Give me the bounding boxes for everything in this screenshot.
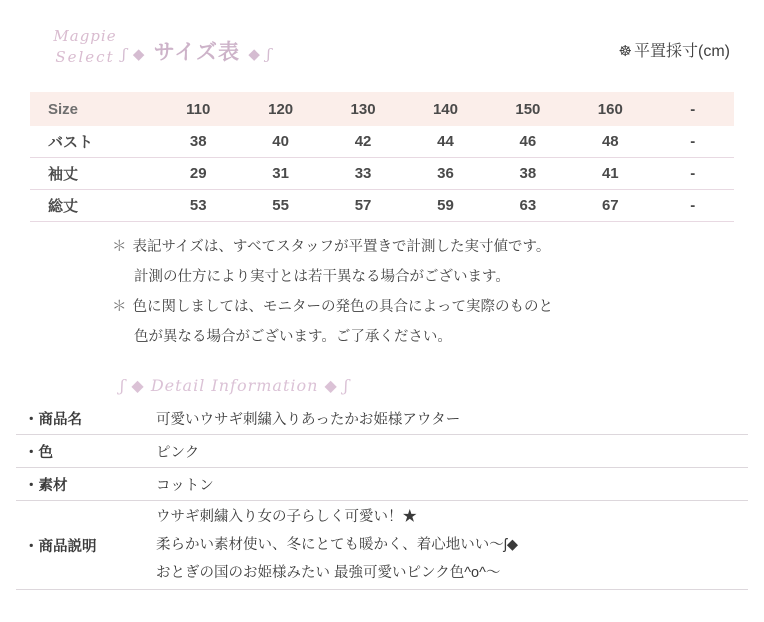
detail-value-2: コットン — [148, 468, 748, 501]
size-cell-1-1: 31 — [239, 158, 321, 190]
size-cell-0-5: 48 — [569, 126, 651, 158]
notes-block — [112, 232, 722, 352]
table-row — [30, 158, 734, 190]
size-cell-0-0: 38 — [157, 126, 239, 158]
note-text: 色に関しましては、モニターの発色の具合によって実際のものと — [132, 299, 553, 315]
page-title — [122, 36, 272, 66]
size-col-header-3: 130 — [322, 92, 404, 126]
size-col-header-2: 120 — [239, 92, 321, 126]
size-cell-1-4: 38 — [487, 158, 569, 190]
size-cell-1-3: 36 — [404, 158, 486, 190]
page-header — [0, 0, 764, 84]
page-title-text: サイズ表 — [153, 39, 241, 64]
size-cell-2-0: 53 — [157, 190, 239, 222]
size-cell-0-1: 40 — [239, 126, 321, 158]
size-col-header-5: 150 — [487, 92, 569, 126]
detail-value-description — [148, 501, 748, 590]
detail-label-1: ・色 — [16, 435, 148, 468]
table-row — [30, 126, 734, 158]
note-star: ＊ — [112, 239, 127, 255]
measurement-label: 平置採寸(cm) — [634, 43, 730, 60]
brand-line-2: Select — [55, 48, 115, 66]
title-left-ornament: ʃ ◆ — [122, 45, 146, 63]
size-col-header-1: 110 — [157, 92, 239, 126]
size-cell-1-0: 29 — [157, 158, 239, 190]
detail-table — [16, 402, 748, 590]
note-line — [112, 322, 722, 352]
size-cell-0-4: 46 — [487, 126, 569, 158]
detail-section-title: ʃ ◆ Detail Information ◆ ʃ — [120, 376, 350, 395]
note-line — [112, 292, 722, 322]
size-row-label-1: 袖丈 — [30, 158, 157, 190]
size-table — [30, 92, 734, 222]
note-text: 計測の仕方により実寸とは若干異なる場合がございます。 — [134, 269, 510, 285]
brand-line-1: Magpie — [53, 27, 117, 45]
table-row — [16, 501, 748, 590]
table-row — [30, 190, 734, 222]
detail-value-0: 可愛いウサギ刺繍入りあったかお姫様アウター — [148, 402, 748, 435]
size-cell-0-2: 42 — [322, 126, 404, 158]
size-col-header-6: 160 — [569, 92, 651, 126]
description-lines — [156, 503, 748, 587]
size-cell-0-6: - — [652, 126, 734, 158]
size-cell-1-2: 33 — [322, 158, 404, 190]
note-line — [112, 232, 722, 262]
table-row — [16, 402, 748, 435]
size-cell-1-5: 41 — [569, 158, 651, 190]
size-cell-0-3: 44 — [404, 126, 486, 158]
size-table-header-row — [30, 92, 734, 126]
size-cell-2-2: 57 — [322, 190, 404, 222]
detail-label-2: ・素材 — [16, 468, 148, 501]
description-line: ウサギ刺繍入り女の子らしく可愛い！★ — [156, 509, 417, 525]
detail-label-description: ・商品説明 — [16, 501, 148, 590]
size-row-label-0: バスト — [30, 126, 157, 158]
size-col-header-7: - — [652, 92, 734, 126]
size-col-header-0: Size — [30, 92, 157, 126]
size-cell-2-4: 63 — [487, 190, 569, 222]
title-right-ornament: ◆ ʃ — [248, 45, 272, 63]
measurement-note — [619, 38, 730, 61]
detail-value-1: ピンク — [148, 435, 748, 468]
description-line: おとぎの国のお姫様みたい 最強可愛いピンク色^o^〜 — [156, 565, 501, 581]
note-star: ＊ — [112, 299, 127, 315]
note-text: 色が異なる場合がございます。ご了承ください。 — [134, 329, 452, 345]
size-cell-1-6: - — [652, 158, 734, 190]
note-text: 表記サイズは、すべてスタッフが平置きで計測した実寸値です。 — [132, 239, 551, 255]
description-line: 柔らかい素材使い、冬にとても暖かく、着心地いい〜ʃ◆ — [156, 537, 519, 553]
size-col-header-4: 140 — [404, 92, 486, 126]
table-row — [16, 435, 748, 468]
size-cell-2-1: 55 — [239, 190, 321, 222]
size-cell-2-5: 67 — [569, 190, 651, 222]
size-row-label-2: 総丈 — [30, 190, 157, 222]
note-line — [112, 262, 722, 292]
detail-label-0: ・商品名 — [16, 402, 148, 435]
size-cell-2-3: 59 — [404, 190, 486, 222]
size-cell-2-6: - — [652, 190, 734, 222]
ruler-icon: ☸ — [618, 43, 632, 60]
table-row — [16, 468, 748, 501]
